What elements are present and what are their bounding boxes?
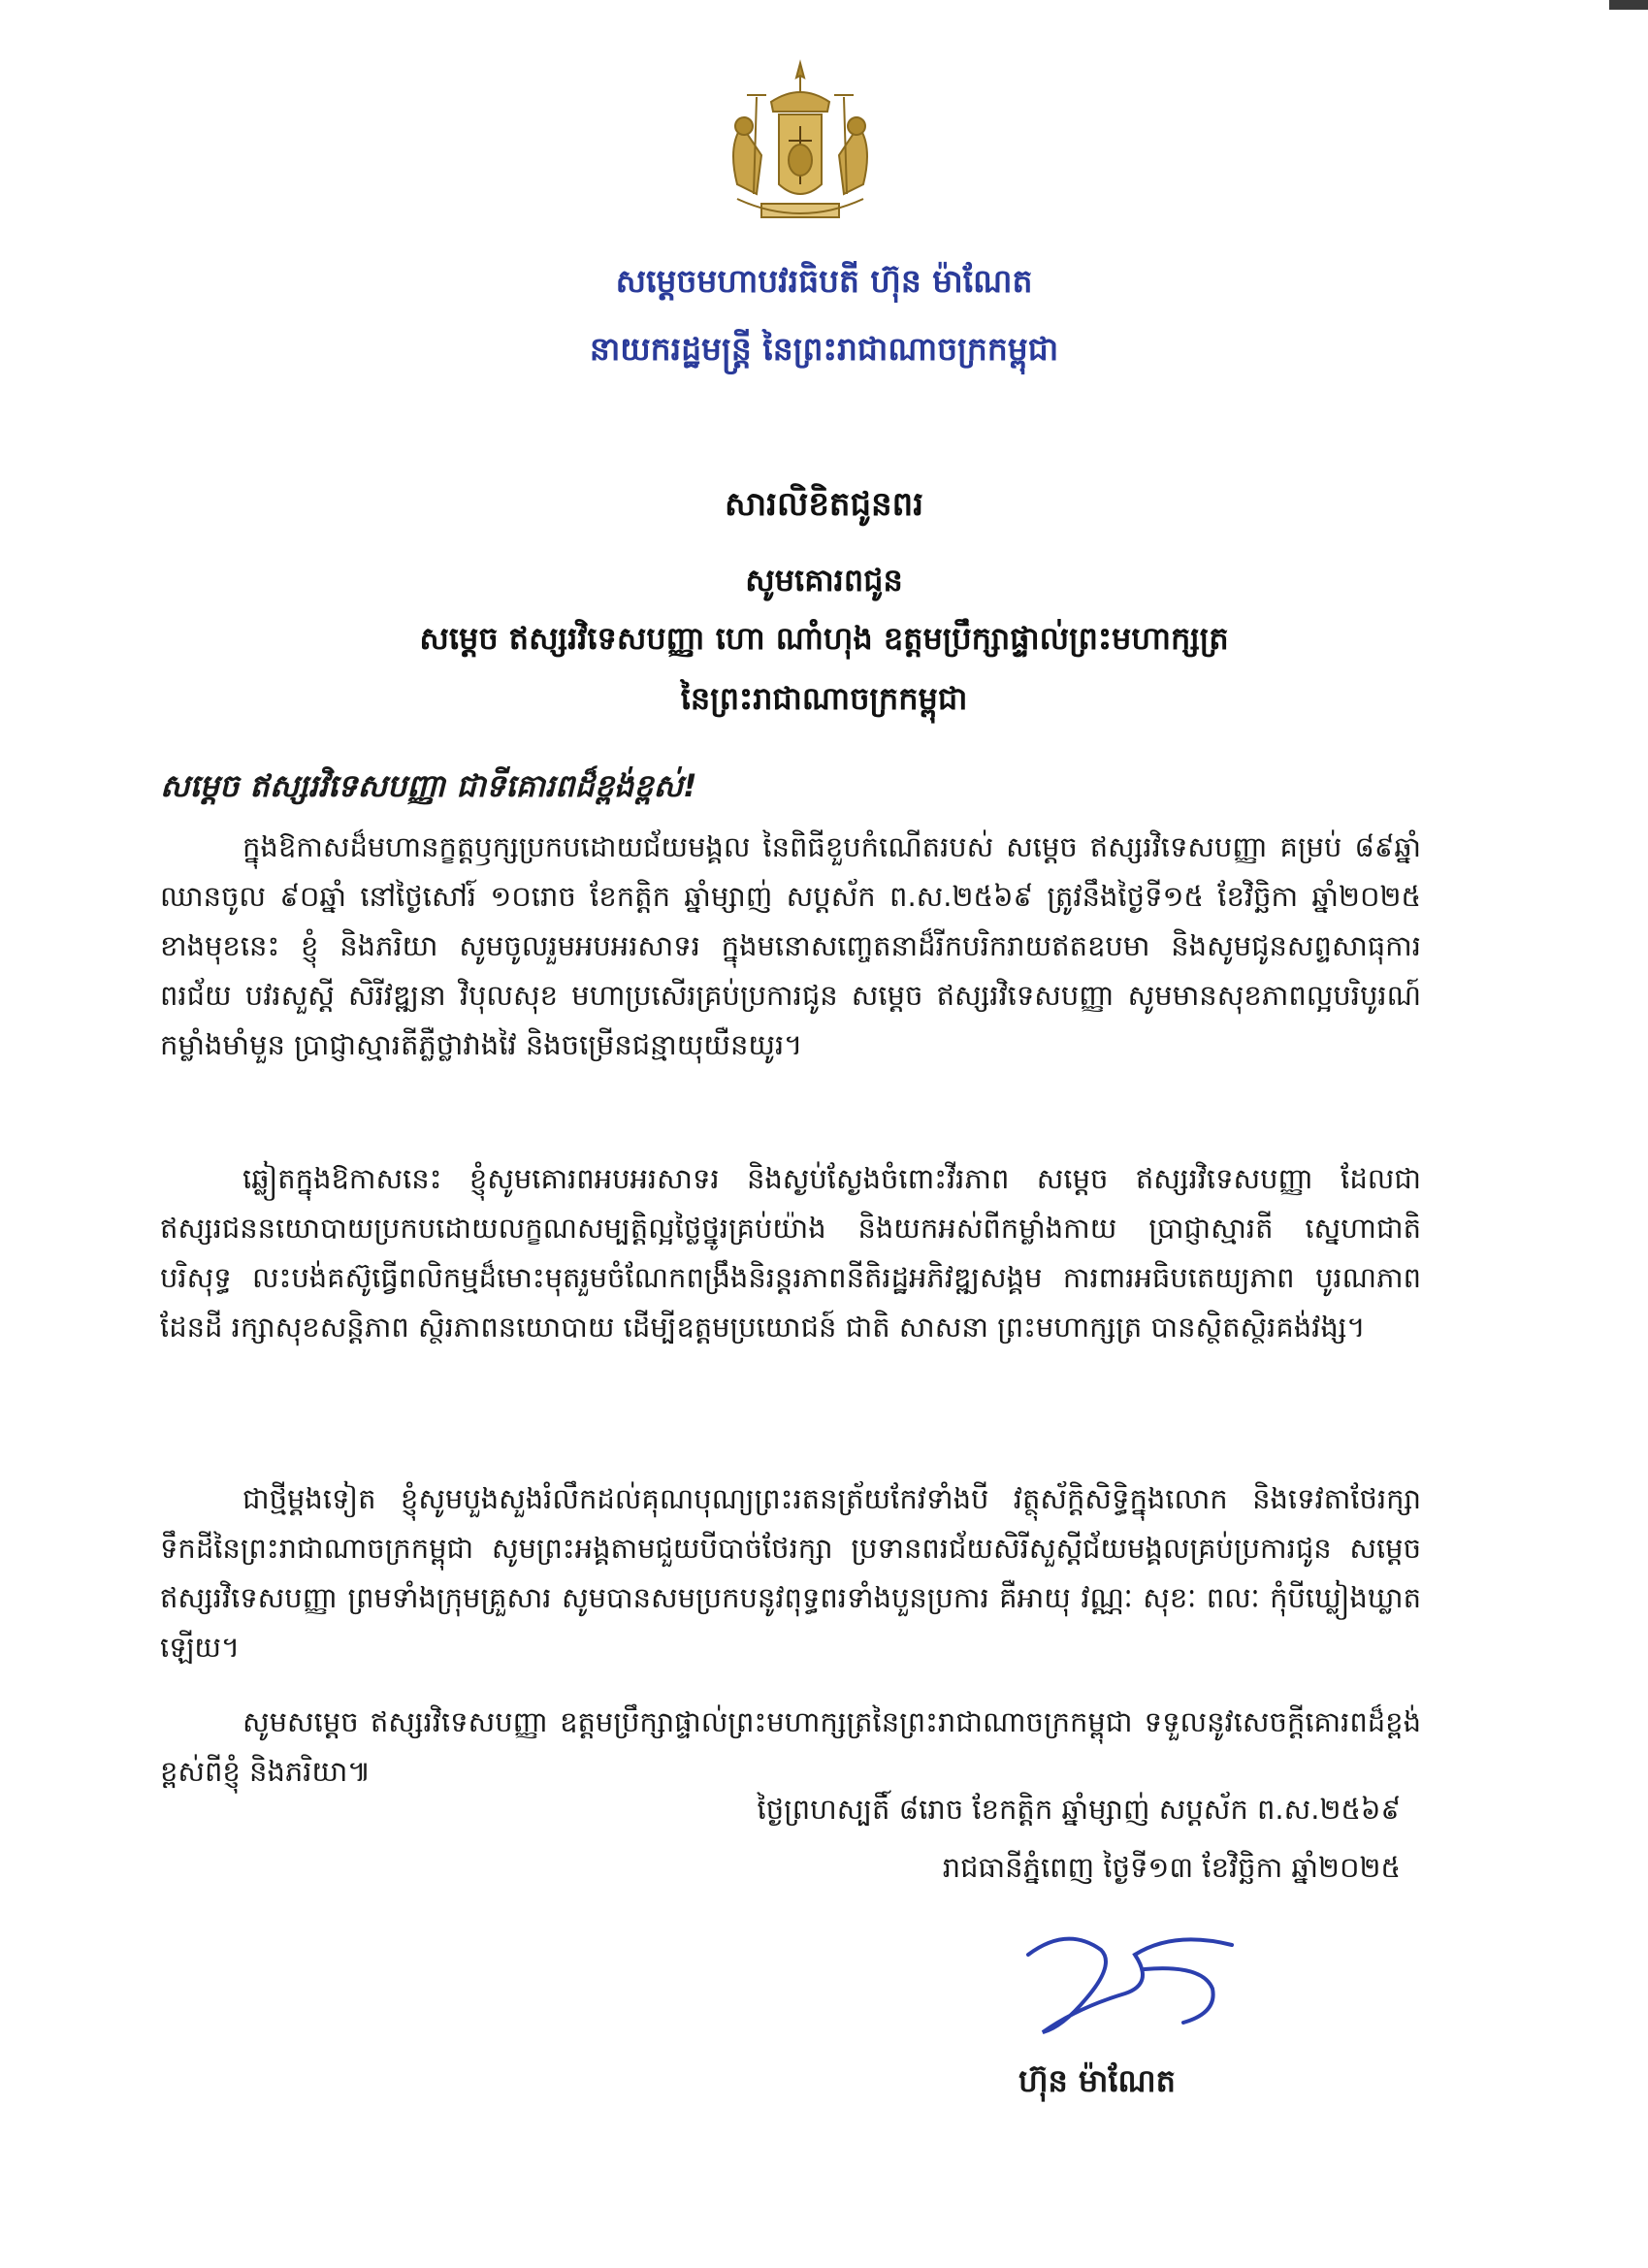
paragraph-4 <box>160 1698 1421 1797</box>
paragraph-2-text: ឆ្លៀតក្នុងឱកាសនេះ ខ្ញុំសូមគោរពអបអរសាទរ និងស្ងប់ស្ងែងចំពោះវីរភាព សម្តេច ឥស្សរវិទេសបញ្ញា ដែលជាឥស្សរជននយោបាយប្រកបដោយលក្ខណសម្បត្តិល្អថ្លៃថ្នូរគ្រប់យ៉ាង និងយកអស់ពីកម្លាំងកាយ ប្រាជ្ញាស្មារតី ស្នេហាជាតិបរិសុទ្ធ លះបង់គស៊ូធ្វើពលិកម្មដ៏មោះមុតរួមចំណែកពង្រឹងនិរន្តរភាពនីតិរដ្ឋអភិវឌ្ឍសង្គម ការពារអធិបតេយ្យភាព បូរណភាពដែនដី រក្សាសុខសន្តិភាព ស្ថិរភាពនយោបាយ ដើម្បីឧត្តមប្រយោជន៍ ជាតិ សាសនា ព្រះមហាក្សត្រ បានស្ថិតស្ថិរគង់វង្ស។ <box>160 1162 1421 1344</box>
paragraph-4-text: សូមសម្តេច ឥស្សរវិទេសបញ្ញា ឧត្តមប្រឹក្សាផ្ទាល់ព្រះមហាក្សត្រនៃព្រះរាជាណាចក្រកម្ពុជា ទទួលនូវសេចក្តីគោរពដ៏ខ្ពង់ខ្ពស់ពីខ្ញុំ និងភរិយា៕ <box>160 1705 1421 1788</box>
solar-date: រាជធានីភ្នំពេញ ថ្ងៃទី១៣ ខែវិច្ឆិកា ឆ្នាំ២០២៥ <box>942 1851 1401 1884</box>
paragraph-2 <box>160 1154 1421 1352</box>
author-position: នាយករដ្ឋមន្ត្រី នៃព្រះរាជាណាចក្រកម្ពុជា <box>589 330 1059 368</box>
royal-coat-of-arms-icon <box>703 58 897 233</box>
signer-name: ហ៊ុន ម៉ាណែត <box>1018 2062 1176 2099</box>
paragraph-1-text: ក្នុងឱកាសដ៏មហានក្ខត្តឫក្សប្រកបដោយជ័យមង្គល នៃពិធីខួបកំណើតរបស់ សម្តេច ឥស្សរវិទេសបញ្ញា គម្រប់ ៨៩ឆ្នាំ ឈានចូល ៩០ឆ្នាំ នៅថ្ងៃសៅរ៍ ១០រោច ខែកត្តិក ឆ្នាំម្សាញ់ សប្តស័ក ព.ស.២៥៦៩ ត្រូវនឹងថ្ងៃទី១៥ ខែវិច្ឆិកា ឆ្នាំ២០២៥ ខាងមុខនេះ ខ្ញុំ និងភរិយា សូមចូលរួមអបអរសាទរ ក្នុងមនោសញ្ចេតនាដ៏រីកបរិករាយឥតឧបមា និងសូមជូនសព្ទសាធុការពរជ័យ បវរសួស្តី សិរីវឌ្ឍនា វិបុលសុខ មហាប្រសើរគ្រប់ប្រការជូន សម្តេច ឥស្សរវិទេសបញ្ញា សូមមានសុខភាពល្អបរិបូរណ៍ កម្លាំងមាំមួន ប្រាជ្ញាស្មារតីភ្លឺថ្លាវាងវៃ និងចម្រើនជន្មាយុយឺនយូរ។ <box>160 830 1421 1061</box>
handwritten-signature <box>1009 1916 1261 2042</box>
recipient-intro: សូមគោរពជូន <box>745 562 903 599</box>
salutation: សម្តេច ឥស្សរវិទេសបញ្ញា ជាទីគោរពដ៏ខ្ពង់ខ្ពស់! <box>160 767 697 804</box>
author-title: សម្តេចមហាបវរធិបតី ហ៊ុន ម៉ាណែត <box>615 262 1033 300</box>
recipient-country: នៃព្រះរាជាណាចក្រកម្ពុជា <box>680 680 968 717</box>
lunar-date: ថ្ងៃព្រហស្បតិ៍ ៨រោច ខែកត្តិក ឆ្នាំម្សាញ់ សប្តស័ក ព.ស.២៥៦៩ <box>757 1793 1401 1826</box>
paragraph-1 <box>160 823 1421 1070</box>
paragraph-3-text: ជាថ្មីម្តងទៀត ខ្ញុំសូមបួងសួងរំលឹកដល់គុណបុណ្យព្រះរតនត្រ័យកែវទាំងបី វត្ថុស័ក្តិសិទ្ធិក្នុងលោក និងទេវតាថែរក្សាទឹកដីនៃព្រះរាជាណាចក្រកម្ពុជា សូមព្រះអង្គតាមជួយបីបាច់ថែរក្សា ប្រទានពរជ័យសិរីសួស្តីជ័យមង្គលគ្រប់ប្រការជូន សម្តេច ឥស្សរវិទេសបញ្ញា ព្រមទាំងក្រុមគ្រួសារ សូមបានសមប្រកបនូវពុទ្ធពរទាំងបួនប្រការ គឺអាយុ វណ្ណៈ សុខៈ ពលៈ កុំបីឃ្លៀងឃ្លាតឡើយ។ <box>160 1482 1421 1664</box>
recipient-name: សម្តេច ឥស្សរវិទេសបញ្ញា ហោ ណាំហុង ឧត្តមប្រឹក្សាផ្ទាល់ព្រះមហាក្សត្រ <box>419 620 1229 657</box>
letter-title: សារលិខិតជូនពរ <box>724 485 924 524</box>
scan-corner-mark <box>1609 0 1648 10</box>
paragraph-3 <box>160 1474 1421 1672</box>
